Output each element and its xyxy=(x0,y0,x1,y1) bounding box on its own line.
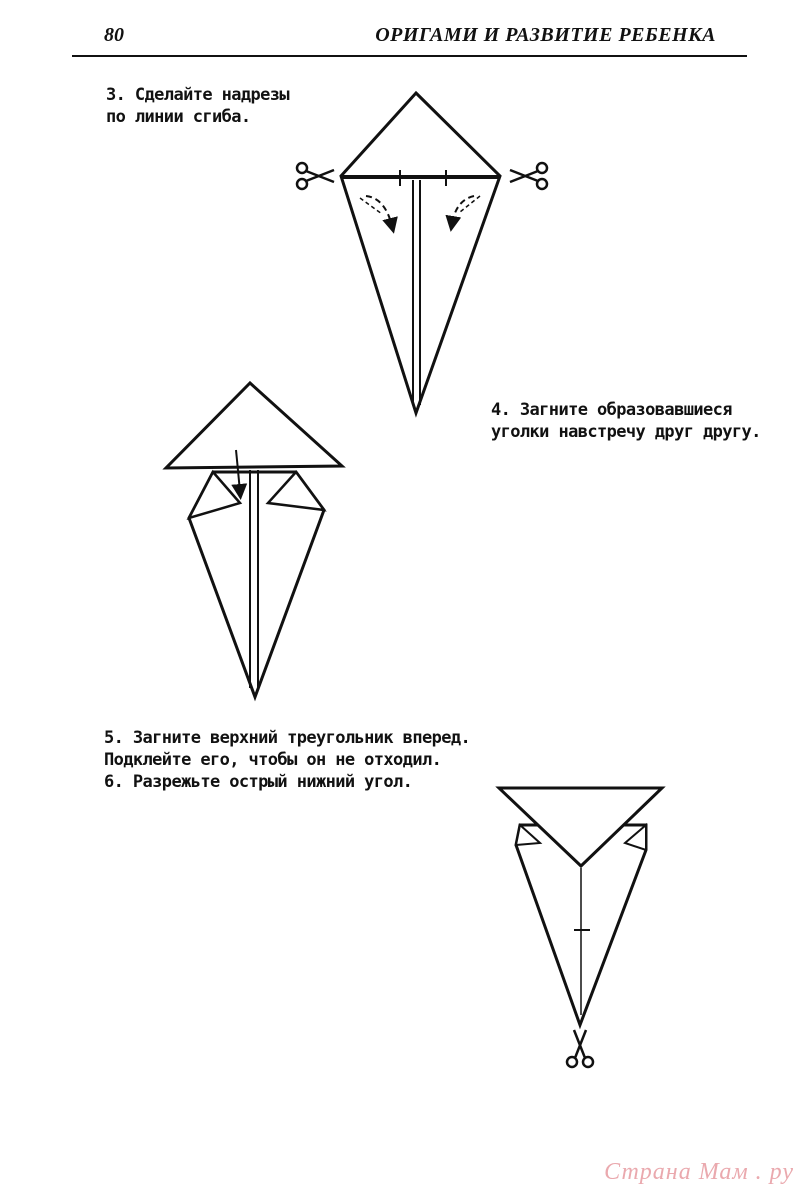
top-triangle xyxy=(166,383,342,468)
page-number: 80 xyxy=(104,24,124,46)
watermark: Страна Мам . ру xyxy=(604,1159,794,1185)
figure-step-5-6 xyxy=(499,788,662,1025)
figure-step-4 xyxy=(166,383,342,697)
scissors-icon xyxy=(567,1030,593,1067)
step-3-line-2: по линии сгиба. xyxy=(106,107,251,127)
figure-step-3 xyxy=(341,93,500,413)
step-5-line-2: Подклейте его, чтобы он не отходил. xyxy=(104,750,442,770)
step-4-line-1: 4. Загните образовавшиеся xyxy=(491,400,732,420)
step-3-line-1: 3. Сделайте надрезы xyxy=(106,85,290,105)
step-5-line-1: 5. Загните верхний треугольник вперед. xyxy=(104,728,471,748)
scissors-icon xyxy=(510,163,547,189)
step-4-line-2: уголки навстречу друг другу. xyxy=(491,422,761,442)
scissors-icon xyxy=(297,163,334,189)
step-6-line-1: 6. Разрежьте острый нижний угол. xyxy=(104,772,413,792)
running-title: ОРИГАМИ И РАЗВИТИЕ РЕБЕНКА xyxy=(375,24,716,46)
